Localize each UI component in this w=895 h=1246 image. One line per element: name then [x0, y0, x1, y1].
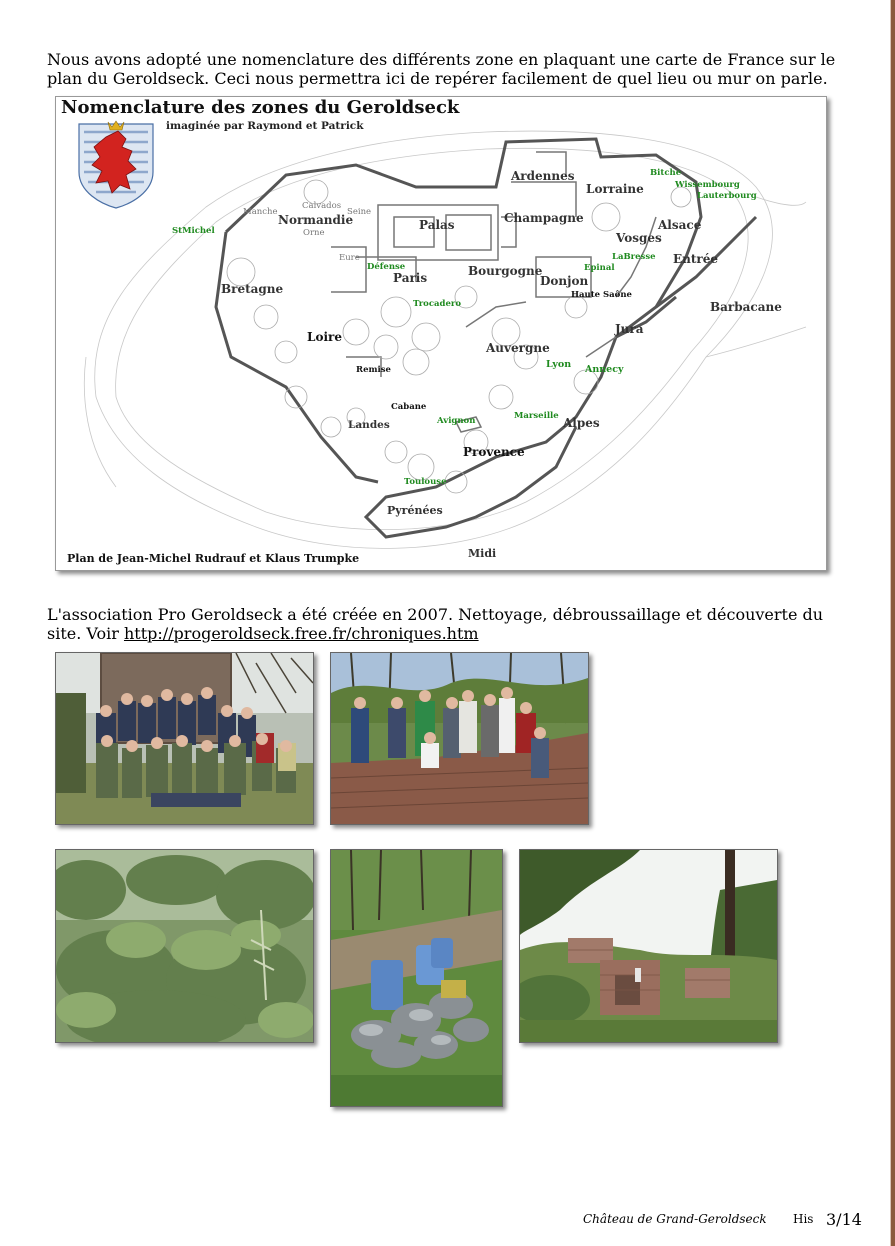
association-paragraph	[47, 605, 847, 643]
zone-labresse: LaBresse	[612, 252, 656, 262]
zone-jura: Jura	[615, 322, 644, 336]
castle-map	[55, 96, 827, 571]
zone-provence: Provence	[463, 445, 525, 459]
map-credit: Plan de Jean-Michel Rudrauf et Klaus Trumpke	[67, 552, 360, 565]
zone-vosges: Vosges	[616, 231, 662, 245]
zone-champagne: Champagne	[504, 211, 584, 225]
group-photo-wall	[330, 652, 589, 825]
zone-landes: Landes	[348, 419, 390, 431]
group-photo-tower	[55, 652, 314, 825]
zone-manche: Manche	[243, 207, 278, 217]
zone-bitche: Bitche	[650, 168, 682, 178]
barrels-and-bags-photo	[330, 849, 503, 1107]
zone-bourgogne: Bourgogne	[468, 264, 543, 278]
chroniques-link[interactable]: http://progeroldseck.free.fr/chroniques.htm	[123, 624, 479, 643]
zone-wissembourg: Wissembourg	[675, 180, 740, 190]
zone-epinal: Epinal	[584, 263, 615, 273]
zone-midi: Midi	[468, 547, 497, 560]
zone-palas: Palas	[419, 218, 455, 232]
zone-stmichel: StMichel	[172, 226, 215, 236]
zone-donjon: Donjon	[540, 274, 589, 288]
page-edge-line	[890, 0, 891, 1246]
zone-cabane: Cabane	[391, 402, 427, 412]
zone-remise: Remise	[356, 365, 391, 375]
zone-barbacane: Barbacane	[710, 300, 782, 314]
map-subtitle: imaginée par Raymond et Patrick	[166, 120, 364, 132]
footer-document-title: Château de Grand-Geroldseck	[583, 1212, 767, 1226]
zone-calvados: Calvados	[302, 201, 342, 211]
zone-seine: Seine	[347, 207, 372, 217]
zone-lorraine: Lorraine	[586, 182, 644, 196]
page-edge	[891, 0, 895, 1246]
map-title: Nomenclature des zones du Geroldseck	[61, 97, 460, 118]
intro-paragraph: Nous avons adopté une nomenclature des différents zone en plaquant une carte de France sur le plan du Geroldseck. Ceci nous permettra ici de repérer facilement de quel lieu ou mur on parle.	[47, 50, 836, 88]
zone-haute-saone: Haute Saône	[571, 290, 632, 300]
map-drawing	[56, 97, 826, 570]
coat-of-arms	[79, 121, 153, 208]
footer-section: His	[793, 1212, 814, 1226]
association-text: L'association Pro Geroldseck a été créée en 2007. Nettoyage, débroussaillage et découverte du site. Voir	[47, 605, 824, 643]
zone-loire: Loire	[307, 330, 342, 344]
zone-eure: Eure	[339, 253, 360, 263]
zone-trocadero: Trocadero	[413, 299, 462, 309]
zone-paris: Paris	[393, 271, 428, 285]
overgrown-vegetation-photo	[55, 849, 314, 1043]
zone-lauterbourg: Lauterbourg	[697, 191, 757, 201]
zone-auvergne: Auvergne	[486, 341, 550, 355]
zone-toulouse: Toulouse	[404, 477, 447, 487]
zone-avignon: Avignon	[437, 416, 476, 426]
zone-alsace: Alsace	[658, 218, 702, 232]
zone-alpes: Alpes	[563, 416, 600, 430]
ruins-photo	[519, 849, 778, 1043]
zone-pyrenees: Pyrénées	[387, 504, 443, 517]
zone-defense: Défense	[367, 262, 406, 272]
zone-ardennes: Ardennes	[511, 169, 575, 183]
zone-lyon: Lyon	[546, 359, 572, 370]
footer-page-number: 3/14	[826, 1210, 862, 1229]
zone-entree: Entrée	[673, 252, 719, 266]
zone-bretagne: Bretagne	[221, 282, 284, 296]
zone-marseille: Marseille	[514, 411, 559, 421]
zone-annecy: Annecy	[585, 364, 624, 375]
zone-orne: Orne	[303, 228, 325, 238]
zone-normandie: Normandie	[278, 213, 354, 227]
